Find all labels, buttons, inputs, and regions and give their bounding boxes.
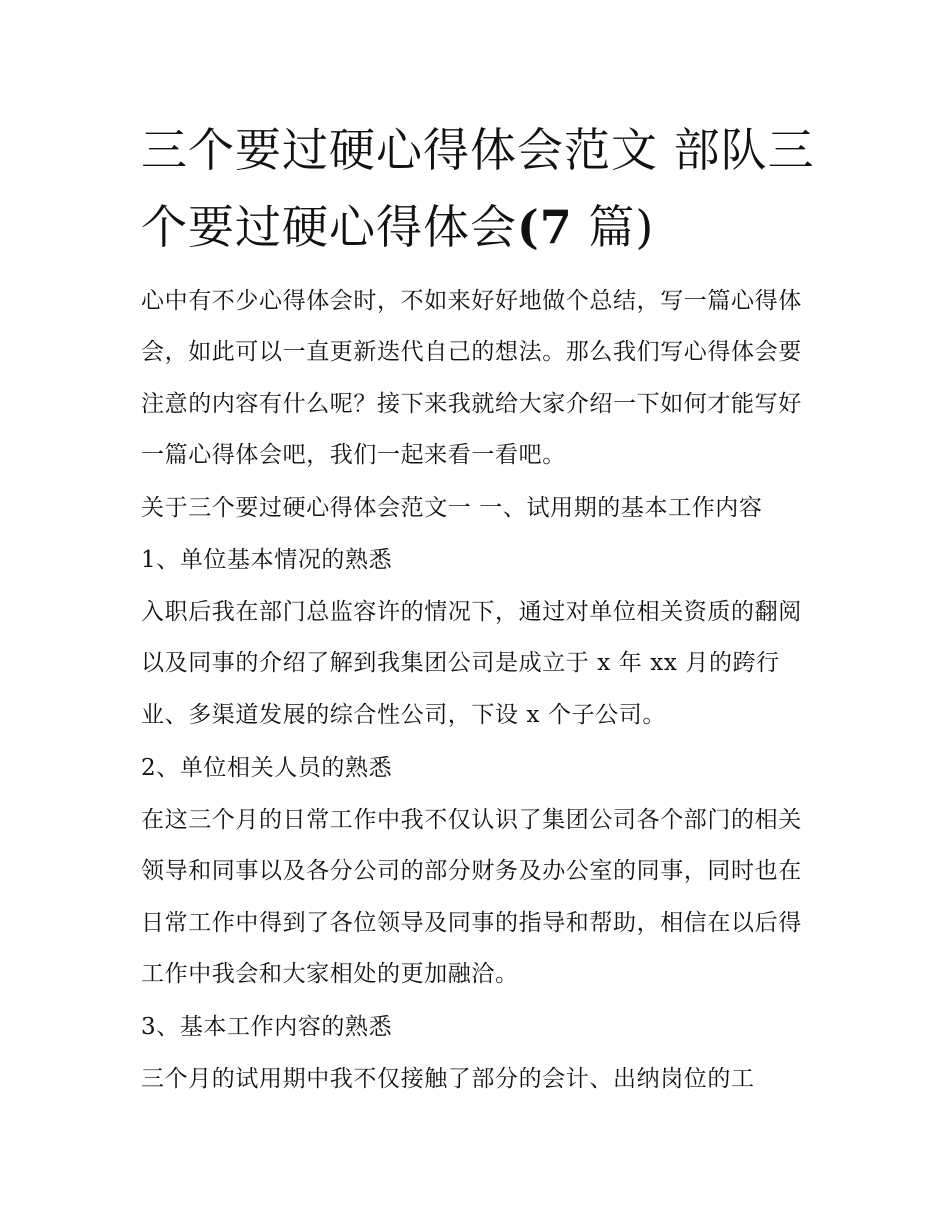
paragraph-2: 在这三个月的日常工作中我不仅认识了集团公司各个部门的相关领导和同事以及各分公司的部分财务及办公室的同事，同时也在日常工作中得到了各位领导及同事的指导和帮助，相信在以后得工作中我会和大家相处的更加融洽。 — [141, 807, 802, 987]
title-text: 三个要过硬心得体会范文 部队三个要过硬心得体会 — [141, 123, 815, 254]
subsection-heading-1: 1、单位基本情况的熟悉 — [141, 547, 393, 574]
title-count: (7 — [517, 200, 573, 254]
document-title — [141, 112, 821, 266]
intro-paragraph: 心中有不少心得体会时，不如来好好地做个总结，写一篇心得体会，如此可以一直更新迭代自己的想法。那么我们写心得体会要注意的内容有什么呢？接下来我就给大家介绍一下如何才能写好一篇心得体会吧，我们一起来看一看吧。 — [141, 288, 802, 468]
subsection-heading-3: 3、基本工作内容的熟悉 — [141, 1014, 393, 1041]
paragraph-1: 入职后我在部门总监容许的情况下，通过对单位相关资质的翻阅以及同事的介绍了解到我集团公司是成立于 x 年 xx 月的跨行业、多渠道发展的综合性公司，下设 x 个子公司。 — [141, 599, 802, 728]
title-suffix: 篇) — [572, 200, 655, 254]
subsection-heading-2: 2、单位相关人员的熟悉 — [141, 755, 393, 782]
document-body — [141, 276, 816, 1108]
paragraph-3: 三个月的试用期中我不仅接触了部分的会计、出纳岗位的工 — [141, 1066, 755, 1093]
section-heading: 关于三个要过硬心得体会范文一 一、试用期的基本工作内容 — [141, 495, 763, 522]
